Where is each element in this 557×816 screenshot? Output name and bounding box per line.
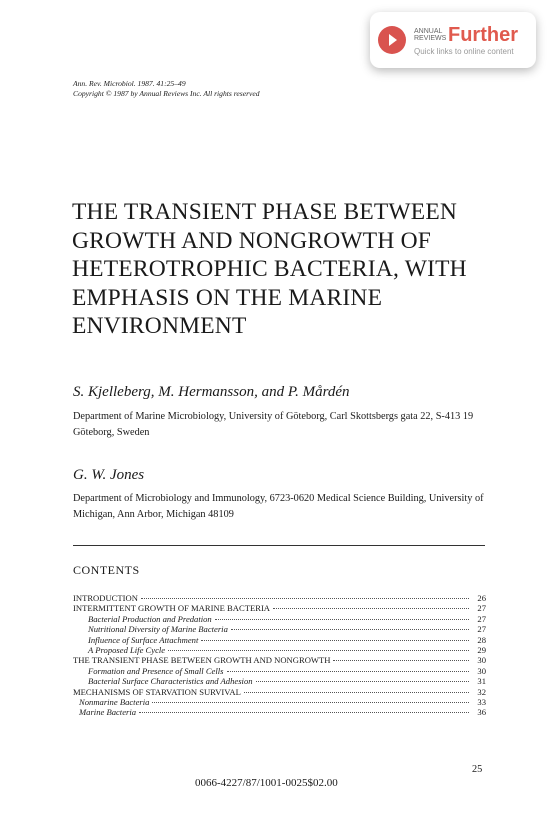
toc-entry-label: Bacterial Surface Characteristics and Adhesion [88,676,253,687]
toc-leader-dots [141,598,469,599]
toc-entry-page: 33 [477,696,486,707]
title-line: EMPHASIS ON THE MARINE [72,284,383,311]
toc-entry[interactable] [73,624,486,634]
toc-entry-page: 27 [477,624,486,635]
toc-leader-dots [215,619,469,620]
divider [73,545,485,546]
toc-entry-label: Nonmarine Bacteria [79,696,150,707]
title-line: GROWTH AND NONGROWTH OF [72,227,432,254]
toc-entry-page: 27 [477,603,486,614]
toc-entry-label: Influence of Surface Attachment [88,634,199,645]
badge-brand: Further [448,23,518,46]
toc-entry[interactable] [73,687,486,697]
toc-entry[interactable] [73,655,486,665]
title-line: HETEROTROPHIC BACTERIA, WITH [72,256,467,282]
toc-entry-page: 30 [477,655,486,666]
authors-primary: S. Kjelleberg, M. Hermansson, and P. Mårdén [73,384,350,400]
toc-entry-page: 32 [477,686,486,697]
toc-entry-label: Nutritional Diversity of Marine Bacteria [88,624,228,635]
toc-entry-page: 26 [477,593,486,603]
toc-entry-page: 36 [477,707,486,718]
toc-leader-dots [227,671,470,672]
toc-leader-dots [333,660,469,661]
title-line: THE TRANSIENT PHASE BETWEEN [72,199,458,225]
toc-leader-dots [231,629,469,630]
toc-entry-page: 29 [477,644,486,655]
toc-entry-label: MECHANISMS OF STARVATION SURVIVAL [73,686,241,697]
toc-entry-label: Formation and Presence of Small Cells [88,665,224,676]
toc-leader-dots [256,681,469,682]
badge-publisher [414,28,448,42]
table-of-contents [73,593,486,718]
citation: Ann. Rev. Microbiol. 1987. 41:25–49 [73,79,186,88]
toc-entry-page: 28 [477,634,486,645]
affiliation-secondary: Department of Microbiology and Immunology, 6723-0620 Medical Science Building, University of Michigan, Ann Arbor, Michigan 48109 [73,493,484,520]
badge-text [414,25,518,56]
toc-leader-dots [168,650,469,651]
title-line: ENVIRONMENT [72,313,247,339]
copyright: Copyright © 1987 by Annual Reviews Inc. All rights reserved [73,89,260,98]
toc-entry[interactable] [73,707,486,717]
price-code: 0066-4227/87/1001-0025$02.00 [195,777,338,789]
contents-heading: CONTENTS [73,563,140,577]
toc-entry-label: INTRODUCTION [73,593,138,603]
toc-leader-dots [152,702,469,703]
further-badge[interactable] [370,12,536,68]
toc-entry[interactable] [73,676,486,686]
toc-leader-dots [139,712,469,713]
toc-entry[interactable] [73,593,486,603]
toc-leader-dots [273,608,469,609]
toc-entry-label: Bacterial Production and Predation [88,613,212,624]
toc-entry-label: THE TRANSIENT PHASE BETWEEN GROWTH AND NONGROWTH [73,655,331,666]
toc-entry[interactable] [73,603,486,613]
toc-entry[interactable] [73,697,486,707]
toc-entry[interactable] [73,645,486,655]
affiliation-primary: Department of Marine Microbiology, University of Göteborg, Carl Skottsbergs gata 22, S-413 19 Göteborg, Sweden [73,411,474,438]
journal-info [73,79,260,99]
article-title [72,198,512,341]
toc-entry-label: INTERMITTENT GROWTH OF MARINE BACTERIA [73,603,271,614]
badge-line2: REVIEWS [414,34,447,42]
toc-entry-page: 27 [477,613,486,624]
page-number: 25 [472,764,483,775]
toc-entry-page: 31 [477,676,486,687]
badge-line1: ANNUAL [414,27,443,35]
toc-leader-dots [244,692,469,693]
toc-entry-label: Marine Bacteria [79,707,137,718]
toc-entry[interactable] [73,614,486,624]
play-icon [378,26,406,54]
toc-entry[interactable] [73,635,486,645]
badge-tagline: Quick links to online content [414,46,514,56]
authors-secondary: G. W. Jones [73,467,145,483]
toc-entry[interactable] [73,666,486,676]
toc-entry-label: A Proposed Life Cycle [88,644,166,655]
toc-entry-page: 30 [477,665,486,676]
toc-leader-dots [201,640,469,641]
